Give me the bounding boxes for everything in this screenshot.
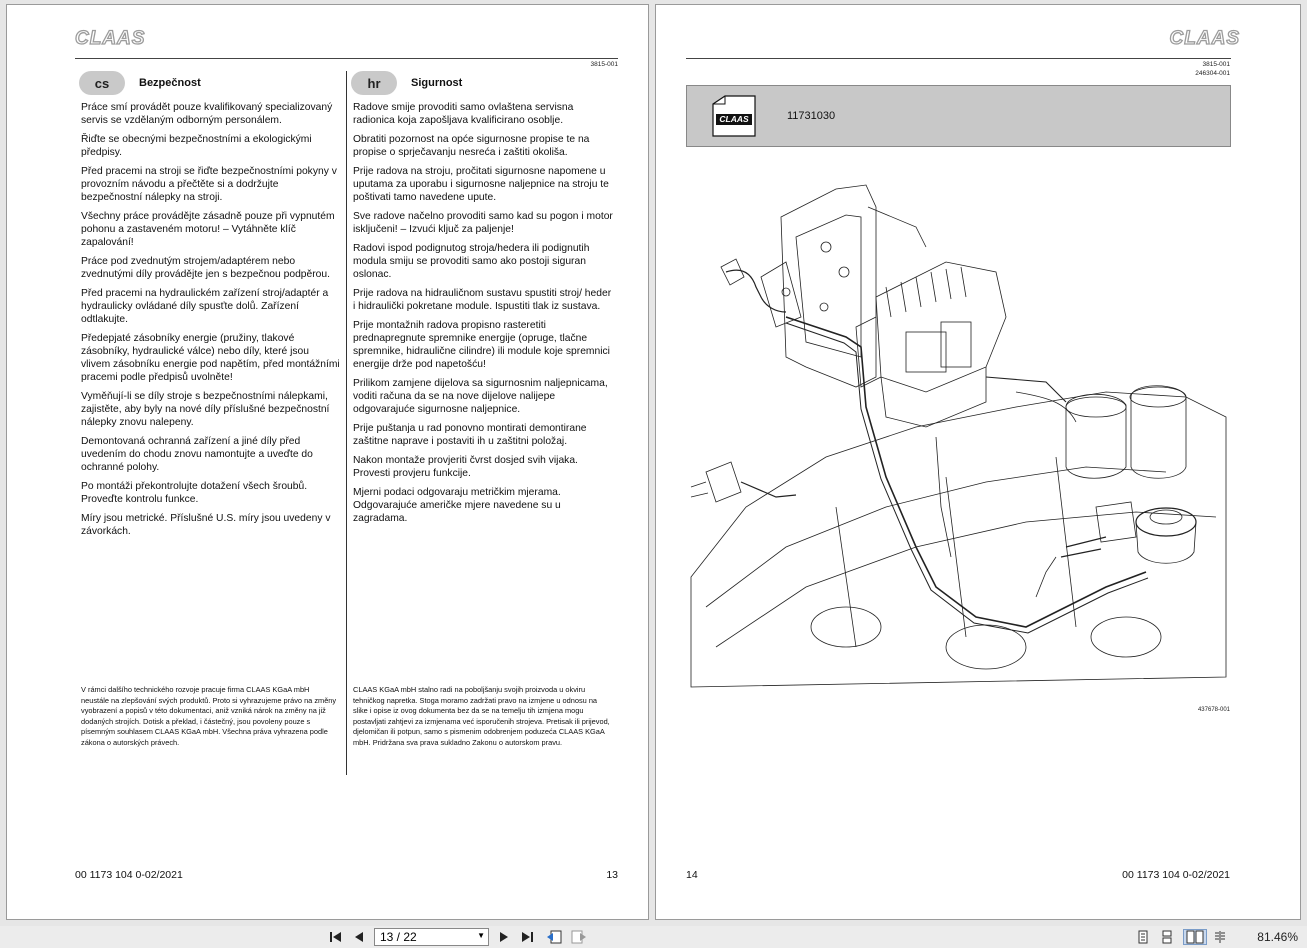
paragraph: Radovi ispod podignutog stroja/hedera ili podignutih modula smiju se provoditi samo ako postoji siguran oslonac. (353, 243, 590, 280)
icon-logo-text: CLAAS (719, 114, 749, 124)
column-cs (81, 71, 341, 544)
paragraph: Prije puštanja u rad ponovno montirati demontirane zaštitne naprave i postaviti ih u zaštitni položaj. (353, 423, 587, 447)
single-page-icon[interactable] (1136, 929, 1150, 945)
next-view-icon[interactable] (570, 929, 588, 945)
paragraph: Míry jsou metrické. Příslušné U.S. míry jsou uvedeny v závorkách. (81, 513, 331, 537)
paragraph: Před pracemi na hydraulickém zařízení stroj/adaptér a hydraulicky ovládané díly spusťte dolů. Zařízení odtlakujte. (81, 288, 329, 325)
column-hr (353, 71, 613, 531)
first-page-icon[interactable] (328, 929, 344, 945)
paragraph: Před pracemi na stroji se řiďte bezpečnostními pokyny v provozním návodu a přečtěte si a dodržujte bezpečnostní nálepky na stroji. (81, 166, 337, 203)
technical-drawing (686, 177, 1231, 697)
header-rule (75, 58, 618, 59)
footer-page-number: 14 (686, 869, 698, 881)
paragraph: Po montáži překontrolujte dotažení všech šroubů. Proveďte kontrolu funkce. (81, 481, 308, 505)
paragraph: Všechny práce provádějte zásadně pouze při vypnutém pohonu a zastaveném motoru! – Vytáhněte klíč zapalování! (81, 211, 335, 248)
paragraph: Prije radova na hidrauličnom sustavu spustiti stroj/ heder i hidraulički pokretane module. Ispustiti tlak iz sustava. (353, 288, 612, 312)
footer-page-number: 13 (606, 869, 618, 881)
paragraph: Předepjaté zásobníky energie (pružiny, tlakové zásobníky, hydraulické válce) nebo díly, které jsou vlivem zásobníku energie pod napětím, před montážními pracemi podle předpisů uvolněte! (81, 333, 340, 383)
footer-doc-number: 00 1173 104 0-02/2021 (75, 869, 183, 881)
paragraph: Radove smije provoditi samo ovlaštena servisna radionica koja zapošljava kvalificirano osoblje. (353, 102, 574, 126)
paragraph: Práce pod zvednutým strojem/adaptérem nebo zvednutými díly provádějte jen s bezpečnou podpěrou. (81, 256, 331, 280)
zoom-level[interactable]: 81.46% (1257, 930, 1298, 944)
part-number: 11731030 (787, 110, 836, 122)
header-rule (686, 58, 1231, 59)
paragraph: Obratiti pozornost na opće sigurnosne propise te na propise o sprječavanju nesreća i zaštiti okoliša. (353, 134, 590, 158)
paragraph: Prilikom zamjene dijelova sa sigurnosnim naljepnicama, voditi računa da se na nove dijelove nalijepe odgovarajuće sigurnosne naljepnice. (353, 378, 608, 415)
section-ref-2: 246304-001 (1195, 70, 1230, 77)
footer-doc-number: 00 1173 104 0-02/2021 (1122, 869, 1230, 881)
chevron-down-icon[interactable]: ▼ (477, 931, 485, 940)
column-header (81, 71, 341, 95)
viewer-toolbar (0, 926, 1307, 948)
paragraph: Sve radove načelno provoditi samo kad su pogon i motor isključeni! – Izvući ključ za paljenje! (353, 211, 613, 235)
page-13 (6, 4, 649, 920)
figure-ref: 437678-001 (1197, 707, 1230, 713)
section-ref: 3815-001 (1202, 61, 1230, 68)
part-header-box (686, 85, 1231, 147)
legal-notice-hr: CLAAS KGaA mbH stalno radi na poboljšanju svojih proizvoda u okviru tehničkog napretka. Stoga moramo zadržati pravo na izmjene u odnosu na slike i opise iz ovog dokumenta bez da se na temelju tih izmjena mogu postavljati zahtjevi za izmjenama već isporučenih strojeva. Pretisak ili prijevod, djelomičan ili potpun, samo s pismenim odobrenjem poduzeća CLAAS KGaA mbH. Pridržana sva prava sukladno Zakonu o autorskom pravu. (353, 685, 610, 747)
two-page-continuous-icon[interactable] (1212, 929, 1228, 945)
paragraph: Mjerni podaci odgovaraju metričkim mjerama. Odgovarajuće američke mjere navedene su u zagradama. (353, 487, 561, 524)
previous-view-icon[interactable] (545, 929, 563, 945)
lang-badge-hr: hr (351, 71, 397, 95)
next-page-icon[interactable] (497, 929, 511, 945)
lang-badge-cs: cs (79, 71, 125, 95)
section-title-hr: Sigurnost (411, 77, 463, 89)
last-page-icon[interactable] (519, 929, 535, 945)
page-indicator: 13 / 22 (380, 930, 417, 944)
paragraph: Nakon montaže provjeriti čvrst dosjed svih vijaka. Provesti provjeru funkcije. (353, 455, 578, 479)
claas-logo: CLAAS (75, 28, 146, 49)
continuous-page-icon[interactable] (1160, 929, 1174, 945)
claas-logo: CLAAS (1169, 28, 1240, 49)
paragraph: Demontovaná ochranná zařízení a jiné díly před uvedením do chodu znovu namontujte a uveďte do ochranné polohy. (81, 436, 313, 473)
column-header (353, 71, 613, 95)
section-ref: 3815-001 (590, 61, 618, 68)
page-14 (655, 4, 1301, 920)
section-title-cs: Bezpečnost (139, 77, 201, 89)
page-number-input[interactable] (374, 928, 489, 946)
legal-notice-cs: V rámci dalšího technického rozvoje pracuje firma CLAAS KGaA mbH neustále na zlepšování svých produktů. Proto si vyhrazujeme právo na změny vyobrazení a popisů v této dokumentaci, aniž vzniká nárok na změny na již dodaných strojích. Dotisk a překlad, i částečný, jsou povoleny pouze s písemným souhlasem CLAAS KGaA mbH. Všechna práva vyhrazena podle zákona o autorských právech. (81, 685, 337, 747)
paragraph: Práce smí provádět pouze kvalifikovaný specializovaný servis se vzdělaným odborným personálem. (81, 102, 333, 126)
paragraph: Vyměňují-li se díly stroje s bezpečnostními nálepkami, zajistěte, aby byly na nové díly příslušné bezpečnostní nálepky znovu nalepeny. (81, 391, 330, 428)
paragraph: Prije montažnih radova propisno rasteretiti prednapregnute spremnike energije (opruge, tlačne spremnike, hidraulične cilindre) ili module koje spremnici energije drže pod napetošću! (353, 320, 610, 370)
column-divider (346, 71, 347, 775)
paragraph: Prije radova na stroju, pročitati sigurnosne napomene u uputama za uporabu i sigurnosne naljepnice na stroju te poštivati tamo navedene upute. (353, 166, 609, 203)
two-page-icon[interactable] (1183, 929, 1207, 945)
paragraph: Řiďte se obecnými bezpečnostními a ekologickými předpisy. (81, 134, 312, 158)
previous-page-icon[interactable] (352, 929, 366, 945)
document-icon (711, 94, 757, 138)
